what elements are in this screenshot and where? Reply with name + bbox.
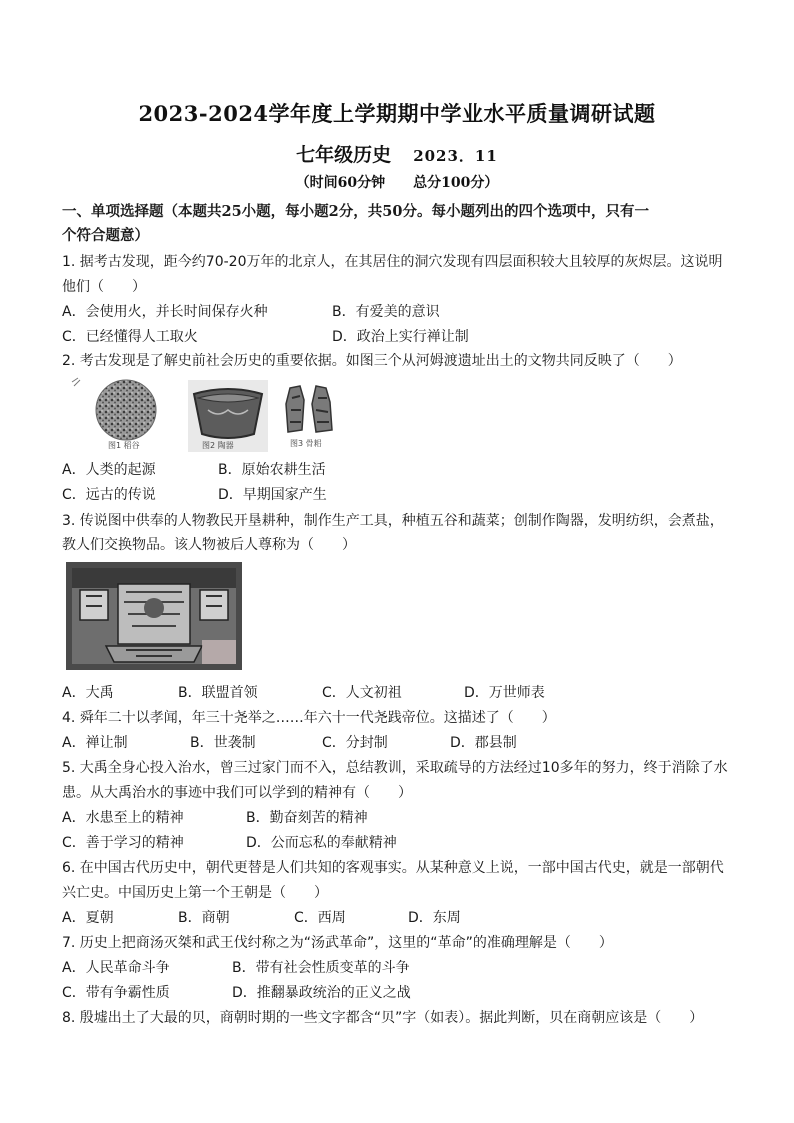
pottery-image: [188, 380, 268, 452]
q3-option-b: B．联盟首领: [178, 685, 258, 701]
caption-fig2: 图2 陶器: [202, 441, 234, 450]
q7-option-b: B．带有社会性质变革的斗争: [232, 960, 410, 976]
q6-option-b: B．商朝: [178, 910, 230, 926]
q1-option-c: C．已经懂得人工取火: [62, 329, 198, 345]
q5-option-d: D．公而忘私的奉献精神: [246, 835, 397, 851]
q3-option-c: C．人文初祖: [322, 685, 402, 701]
q6-option-c: C．西周: [294, 910, 346, 926]
q4-option-d: D．郡县制: [450, 735, 517, 751]
q2-option-b: B．原始农耕生活: [218, 462, 326, 478]
q3-option-d: D．万世师表: [464, 685, 545, 701]
caption-fig3: 图3 骨耜: [290, 439, 322, 448]
exam-title: 2023-2024学年度上学期期中学业水平质量调研试题: [138, 101, 656, 126]
q4-option-c: C．分封制: [322, 735, 388, 751]
q6-option-d: D．东周: [408, 910, 461, 926]
q1-stem-cont: 他们（ ）: [62, 279, 146, 295]
exam-score: 总分100分）: [413, 175, 499, 191]
q5-option-b: B．勤奋刻苦的精神: [246, 810, 368, 826]
q2-option-c: C．远古的传说: [62, 487, 156, 503]
q4-option-b: B．世袭制: [190, 735, 256, 751]
q2-option-a: A．人类的起源: [62, 462, 156, 478]
q1-option-b: B．有爱美的意识: [332, 304, 440, 320]
q5-stem-cont: 患。从大禹治水的事迹中我们可以学到的精神有（ ）: [62, 785, 412, 801]
q7-option-c: C．带有争霸性质: [62, 985, 170, 1001]
bone-spade-image: [282, 380, 342, 452]
q3-stem-cont: 教人们交换物品。该人物被后人尊称为（ ）: [62, 537, 356, 553]
q1-stem: 1. 据考古发现，距今约70-20万年的北京人，在其居住的洞穴发现有四层面积较大且较厚的灰烬层。这说明: [62, 254, 723, 270]
q6-stem: 6. 在中国古代历史中，朝代更替是人们共知的客观事实。从某种意义上说，一部中国古代史，就是一部朝代: [62, 860, 724, 876]
q6-stem-cont: 兴亡史。中国历史上第一个王朝是（ ）: [62, 885, 328, 901]
section-heading-cont: 个符合题意）: [62, 227, 149, 244]
shrine-statue-image: [66, 562, 242, 670]
q4-stem: 4. 舜年二十以孝闻，年三十尧举之……年六十一代尧践帝位。这描述了（ ）: [62, 710, 556, 726]
exam-date: 2023．11: [413, 147, 498, 165]
q1-option-a: A．会使用火，并长时间保存火种: [62, 304, 268, 320]
q1-option-d: D．政治上实行禅让制: [332, 329, 469, 345]
q7-option-d: D．推翻暴政统治的正义之战: [232, 985, 411, 1001]
q6-option-a: A．夏朝: [62, 910, 114, 926]
q8-stem: 8. 殷墟出土了大最的贝，商朝时期的一些文字都含“贝”字（如表）。据此判断，贝在商朝应该是（ ）: [62, 1010, 704, 1026]
section-heading: 一、单项选择题（本题共25小题，每小题2分，共50分。每小题列出的四个选项中，只有一: [62, 203, 649, 220]
q7-stem: 7. 历史上把商汤灭桀和武王伐纣称之为“汤武革命”，这里的“革命”的准确理解是（ ）: [62, 935, 613, 951]
q5-option-a: A．水患至上的精神: [62, 810, 184, 826]
q2-option-d: D．早期国家产生: [218, 487, 327, 503]
q2-stem: 2. 考古发现是了解史前社会历史的重要依据。如图三个从河姆渡遗址出土的文物共同反映了（ ）: [62, 353, 682, 369]
q7-option-a: A．人民革命斗争: [62, 960, 170, 976]
caption-fig1: 图1 稻谷: [108, 441, 140, 450]
exam-time-score: [0, 172, 794, 192]
q3-stem: 3. 传说图中供奉的人物教民开垦耕种，制作生产工具，种植五谷和蔬菜；创制作陶器，发明纺织，会煮盐，: [62, 513, 724, 529]
rice-grain-image: [68, 374, 168, 452]
q5-stem: 5. 大禹全身心投入治水，曾三过家门而不入，总结教训，采取疏导的方法经过10多年的努力，终于消除了水: [62, 760, 728, 776]
exam-time: （时间60分钟: [295, 175, 386, 191]
exam-subject: [0, 140, 794, 167]
q5-option-c: C．善于学习的精神: [62, 835, 184, 851]
subject-label: 七年级历史: [296, 144, 392, 166]
q3-option-a: A．大禹: [62, 685, 114, 701]
q4-option-a: A．禅让制: [62, 735, 128, 751]
